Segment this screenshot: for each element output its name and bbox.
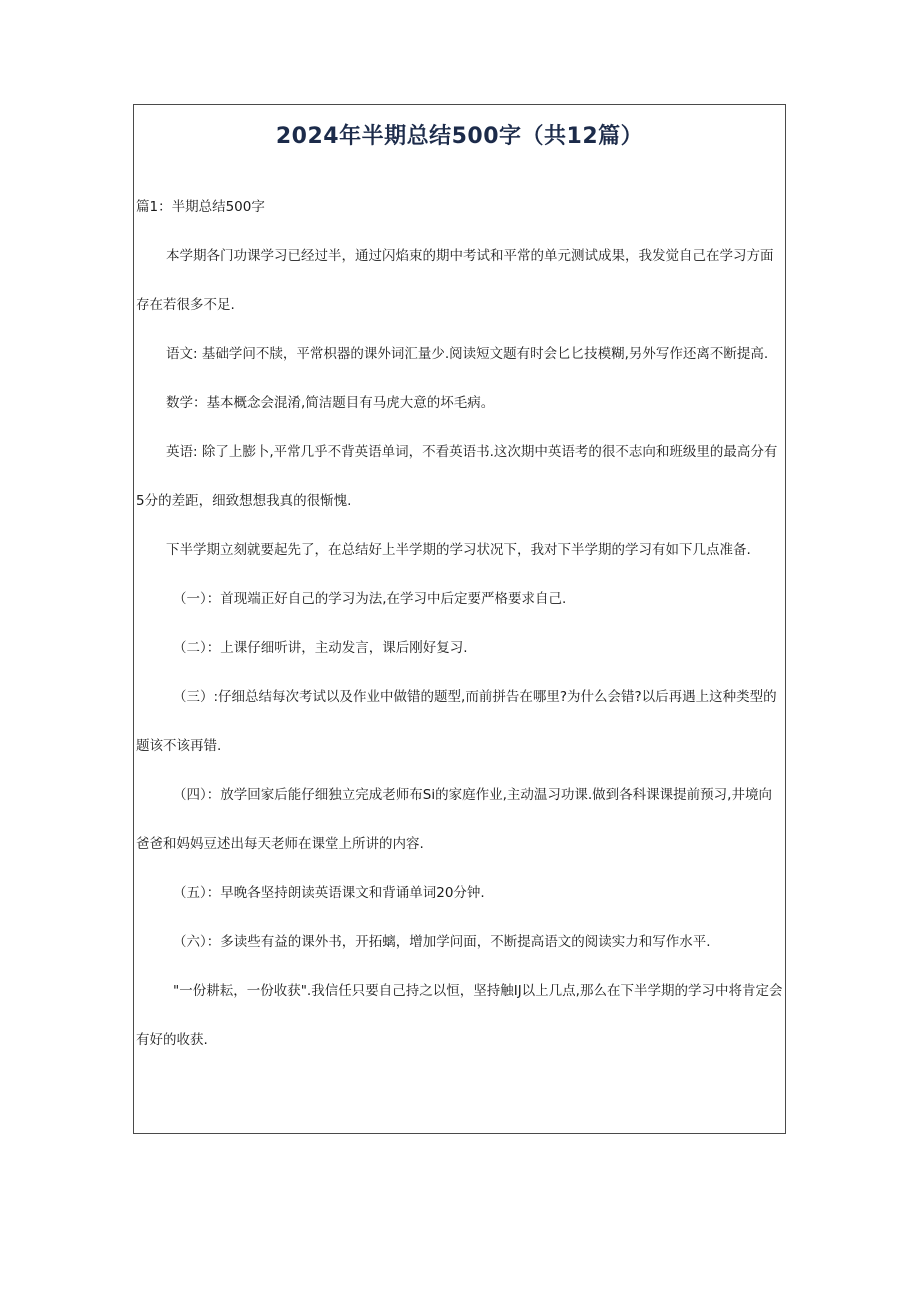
- list-item-1: （一）：首现端正好自己的学习为法,在学习中后定要严格要求自己.: [173, 591, 567, 607]
- closing-paragraph: "一份耕耘，一份收获".我信任只要自己持之以恒，坚持触IJ以上几点,那么在下半学期的学习中将肯定会有好的收获.: [136, 983, 783, 1048]
- paragraph-plan: 下半学期立刻就要起先了，在总结好上半学期的学习状况下，我对下半学期的学习有如下几点准备.: [166, 542, 751, 558]
- document-body: [136, 183, 784, 1065]
- document-title: 2024年半期总结500字（共12篇）: [275, 124, 644, 149]
- list-item-6: （六）：多读些有益的课外书，开拓螭，增加学问面，不断提高语文的阅读实力和写作水平.: [173, 934, 711, 950]
- paragraph-math: 数学：基本概念会混淆,简洁题目有马虎大意的坏毛病。: [166, 395, 495, 411]
- list-item-2: （二）：上课仔细听讲，主动发言，课后刚好复习.: [173, 640, 468, 656]
- paragraph-chinese: 语文: 基础学问不牍，平常枳器的课外词汇量少.阅读短文题有时会匕匕技模糊,另外写作还离不断提高.: [166, 346, 769, 362]
- section-heading: 篇1：半期总结500字: [136, 199, 265, 215]
- paragraph-english: 英语: 除了上膨卜,平常几乎不背英语单词，不看英语书.这次期中英语考的很不志向和班级里的最高分有5分的差距，细致想想我真的很惭愧.: [136, 444, 778, 509]
- document-frame: [133, 104, 786, 1134]
- list-item-3: （三）:仔细总结每次考试以及作业中做错的题型,而前拼告在哪里?为什么会错?以后再遇上这种类型的题该不该再错.: [136, 689, 777, 754]
- paragraph-intro: 本学期各门功课学习已经过半，通过闪焰束的期中考试和平常的单元测试成果，我发觉自己在学习方面存在若很多不足.: [136, 248, 774, 313]
- list-item-5: （五）：早晚各坚持朗读英语课文和背诵单词20分钟.: [173, 885, 485, 901]
- list-item-4: （四）：放学回家后能仔细独立完成老师布Si的家庭作业,主动温习功课.做到各科课课提前预习,井境向爸爸和妈妈豆述出每天老师在课堂上所讲的内容.: [136, 787, 772, 852]
